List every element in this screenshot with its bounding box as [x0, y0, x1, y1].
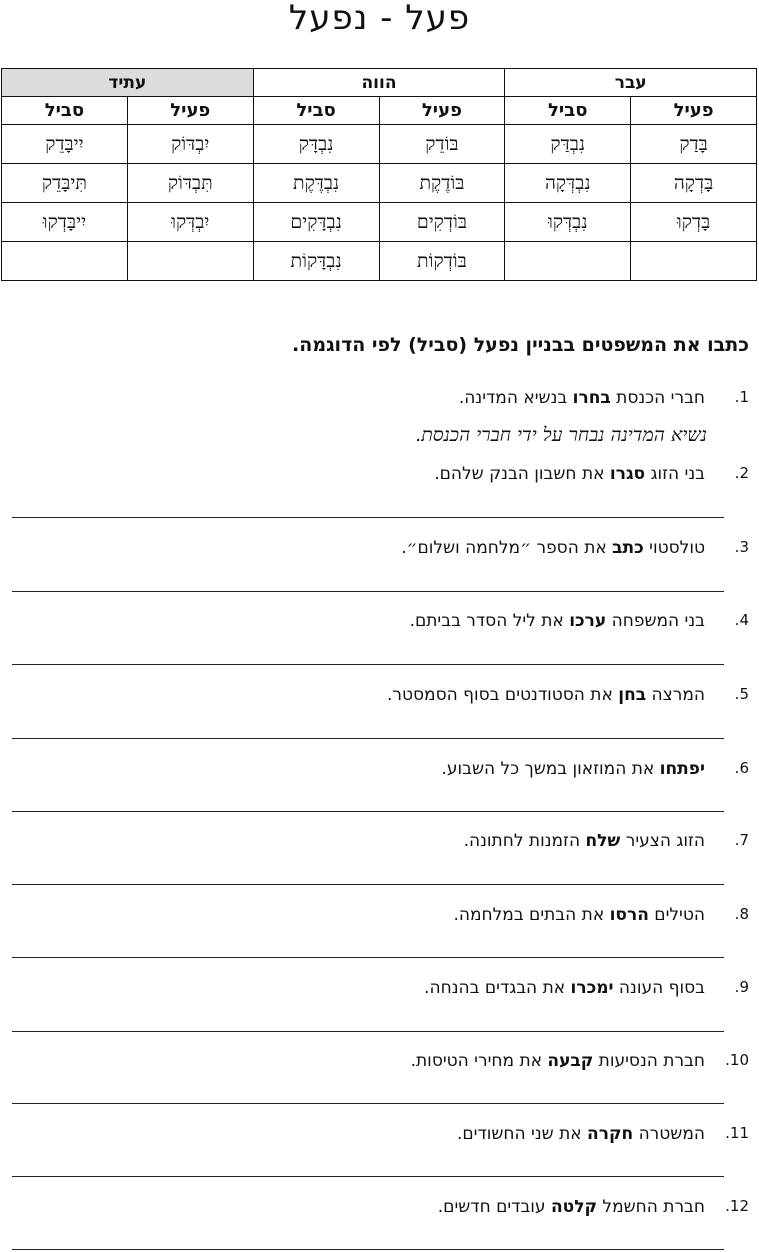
answer-line[interactable] — [12, 1249, 724, 1250]
exercise-item — [0, 464, 759, 484]
item-number: 8. — [734, 905, 749, 923]
voice-passive: סביל — [253, 97, 379, 125]
sentence-pre: חברת החשמל — [597, 1197, 705, 1217]
answer-line[interactable] — [12, 517, 724, 518]
table-cell: נִבְדָּקִים — [253, 203, 379, 242]
sentence-pre: בני המשפחה — [606, 611, 705, 631]
voice-active: פעיל — [631, 97, 757, 125]
sentence-pre: המרצה — [646, 685, 705, 705]
sentence-pre: טולסטוי — [643, 538, 705, 558]
answer-line[interactable] — [12, 884, 724, 885]
sentence-post: את מחירי הטיסות. — [410, 1051, 548, 1071]
item-sentence — [434, 464, 705, 484]
item-number: 3. — [734, 538, 749, 556]
sentence-post: הזמנות לחתונה. — [463, 831, 586, 851]
answer-line[interactable] — [12, 957, 724, 958]
answer-line[interactable] — [12, 1176, 724, 1177]
sentence-post: בנשיא המדינה. — [458, 388, 573, 408]
item-number: 6. — [734, 759, 749, 777]
table-cell: תִּיבָּדֵק — [2, 164, 128, 203]
exercise-item — [0, 1197, 759, 1217]
table-cell: נִבְדָּקוֹת — [253, 242, 379, 281]
sentence-verb: ערכו — [569, 611, 607, 631]
sentence-post: את ליל הסדר בביתם. — [409, 611, 570, 631]
sentence-pre: בסוף העונה — [613, 978, 705, 998]
exercise-item — [0, 1051, 759, 1071]
sentence-verb: קלטה — [550, 1197, 598, 1217]
exercise-item — [0, 388, 759, 408]
table-row — [2, 242, 757, 281]
exercise-item — [0, 978, 759, 998]
table-cell: נִבְדָּק — [253, 125, 379, 164]
table-cell: יִיבָּדֵק — [2, 125, 128, 164]
item-number: 1. — [734, 388, 749, 406]
sentence-verb: הרסו — [609, 905, 649, 925]
item-number: 9. — [734, 978, 749, 996]
exercise-item — [0, 611, 759, 631]
table-cell: בּוֹדֵק — [379, 125, 505, 164]
tense-future: עתיד — [2, 69, 254, 97]
table-cell: בּוֹדְקוֹת — [379, 242, 505, 281]
item-sentence — [438, 1197, 705, 1217]
item-number: 4. — [734, 611, 749, 629]
table-cell: בּוֹדֶקֶת — [379, 164, 505, 203]
voice-passive: סביל — [2, 97, 128, 125]
item-number: 7. — [734, 831, 749, 849]
sentence-post: את הסטודנטים בסוף הסמסטר. — [387, 685, 619, 705]
voice-active: פעיל — [127, 97, 253, 125]
item-sentence — [424, 978, 705, 998]
sentence-pre: הטילים — [648, 905, 705, 925]
item-sentence — [457, 1124, 705, 1144]
table-cell: נִבְדְּקָה — [505, 164, 631, 203]
sentence-post: את חשבון הבנק שלהם. — [434, 464, 610, 484]
table-cell — [2, 242, 128, 281]
sentence-verb: קבעה — [547, 1051, 594, 1071]
sentence-post: את שני החשודים. — [456, 1124, 588, 1144]
answer-line[interactable] — [12, 738, 724, 739]
item-sentence — [441, 759, 705, 779]
table-row — [2, 203, 757, 242]
sentence-pre: בני הזוג — [645, 464, 705, 484]
item-sentence — [410, 611, 705, 631]
sentence-pre: המשטרה — [633, 1124, 705, 1144]
table-cell: בָּדְקָה — [631, 164, 757, 203]
tense-past: עבר — [505, 69, 757, 97]
sentence-post: את הספר ״מלחמה ושלום״. — [401, 538, 613, 558]
sentence-verb: שלח — [585, 831, 621, 851]
answer-line[interactable] — [12, 811, 724, 812]
item-sentence — [453, 905, 705, 925]
conjugation-table — [1, 68, 757, 281]
instructions: כתבו את המשפטים בבניין נפעל (סביל) לפי הדוגמה. — [292, 334, 749, 356]
voice-passive: סביל — [505, 97, 631, 125]
page-title: פעל - נפעל — [288, 0, 471, 38]
table-cell: נִבְדֶּקֶת — [253, 164, 379, 203]
table-row — [2, 164, 757, 203]
table-cell — [505, 242, 631, 281]
item-number: 10. — [725, 1051, 749, 1069]
item-number: 5. — [734, 685, 749, 703]
sentence-pre: הזוג הצעיר — [620, 831, 705, 851]
table-cell: יִבְדּוֹק — [127, 125, 253, 164]
table-cell — [127, 242, 253, 281]
exercise-item — [0, 831, 759, 851]
sentence-verb: חקרה — [587, 1124, 634, 1144]
table-cell: תִּבְדּוֹק — [127, 164, 253, 203]
exercise-item — [0, 538, 759, 558]
exercise-item — [0, 759, 759, 779]
item-number: 12. — [725, 1197, 749, 1215]
answer-line[interactable] — [12, 664, 724, 665]
exercise-item — [0, 905, 759, 925]
answer-line[interactable] — [12, 1103, 724, 1104]
item-number: 2. — [734, 464, 749, 482]
table-cell: יִבְדְּקוּ — [127, 203, 253, 242]
item-sentence — [411, 1051, 705, 1071]
table-row — [2, 125, 757, 164]
tense-present: הווה — [253, 69, 505, 97]
sentence-verb: כתב — [612, 538, 644, 558]
sentence-verb: ימכרו — [570, 978, 614, 998]
sentence-pre: חברי הכנסת — [610, 388, 705, 408]
voice-active: פעיל — [379, 97, 505, 125]
item-number: 11. — [725, 1124, 749, 1142]
table-cell: בָּדַק — [631, 125, 757, 164]
table-cell: נִבְדְּקוּ — [505, 203, 631, 242]
table-cell: בּוֹדְקִים — [379, 203, 505, 242]
sentence-post: את הבגדים בהנחה. — [424, 978, 571, 998]
exercise-item — [0, 685, 759, 705]
answer-line[interactable] — [12, 1031, 724, 1032]
table-cell: יִיבָּדְקוּ — [2, 203, 128, 242]
item-sentence — [387, 685, 705, 705]
sentence-verb: סגרו — [609, 464, 646, 484]
example-answer: נשיא המדינה נבחר על ידי חברי הכנסת. — [415, 424, 707, 446]
sentence-verb: בחרו — [572, 388, 611, 408]
sentence-verb: בחן — [618, 685, 647, 705]
sentence-post: את הבתים במלחמה. — [453, 905, 610, 925]
answer-line[interactable] — [12, 591, 724, 592]
sentence-post: את המוזאון במשך כל השבוע. — [441, 759, 660, 779]
item-sentence — [401, 538, 705, 558]
sentence-post: עובדים חדשים. — [437, 1197, 551, 1217]
sentence-verb: יפתחו — [659, 759, 705, 779]
table-cell — [631, 242, 757, 281]
exercise-item — [0, 1124, 759, 1144]
table-cell: נִבְדַּק — [505, 125, 631, 164]
sentence-pre: חברת הנסיעות — [593, 1051, 705, 1071]
table-cell: בָּדְקוּ — [631, 203, 757, 242]
item-sentence — [459, 388, 705, 408]
item-sentence — [464, 831, 705, 851]
